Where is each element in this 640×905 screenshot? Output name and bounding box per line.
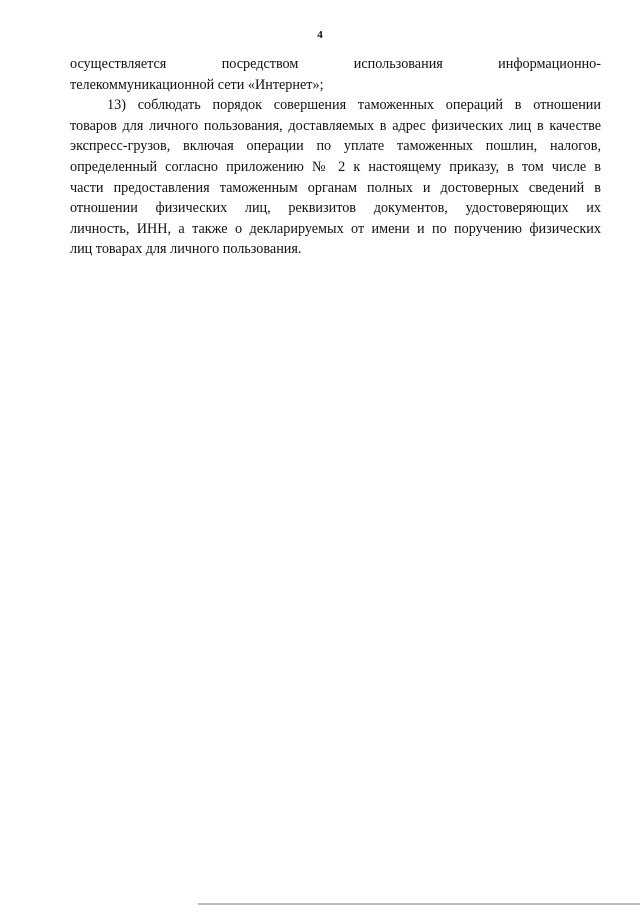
text-line: части предоставления таможенным органам полных и достоверных сведений в — [70, 179, 601, 196]
paragraph-item-13 — [70, 95, 601, 260]
text-line: товаров для личного пользования, доставляемых в адрес физических лиц в качестве — [70, 117, 601, 134]
document-body — [70, 54, 601, 260]
text-line: определенный согласно приложению № 2 к настоящему приказу, в том числе в — [70, 158, 601, 175]
page-number: 4 — [317, 29, 323, 41]
text-line: экспресс-грузов, включая операции по уплате таможенных пошлин, налогов, — [70, 138, 601, 155]
text-line: телекоммуникационной сети «Интернет»; — [70, 76, 324, 93]
text-line: лиц товарах для личного пользования. — [70, 241, 302, 258]
text-line: осуществляется посредством использования информационно- — [70, 56, 601, 72]
text-line: 13) соблюдать порядок совершения таможенных операций в отношении — [107, 97, 601, 114]
text-line: отношении физических лиц, реквизитов документов, удостоверяющих их — [70, 200, 601, 217]
text-line: личность, ИНН, а также о декларируемых от имени и по поручению физических — [70, 220, 601, 237]
paragraph-continuation — [70, 54, 601, 95]
scan-edge — [0, 901, 640, 905]
